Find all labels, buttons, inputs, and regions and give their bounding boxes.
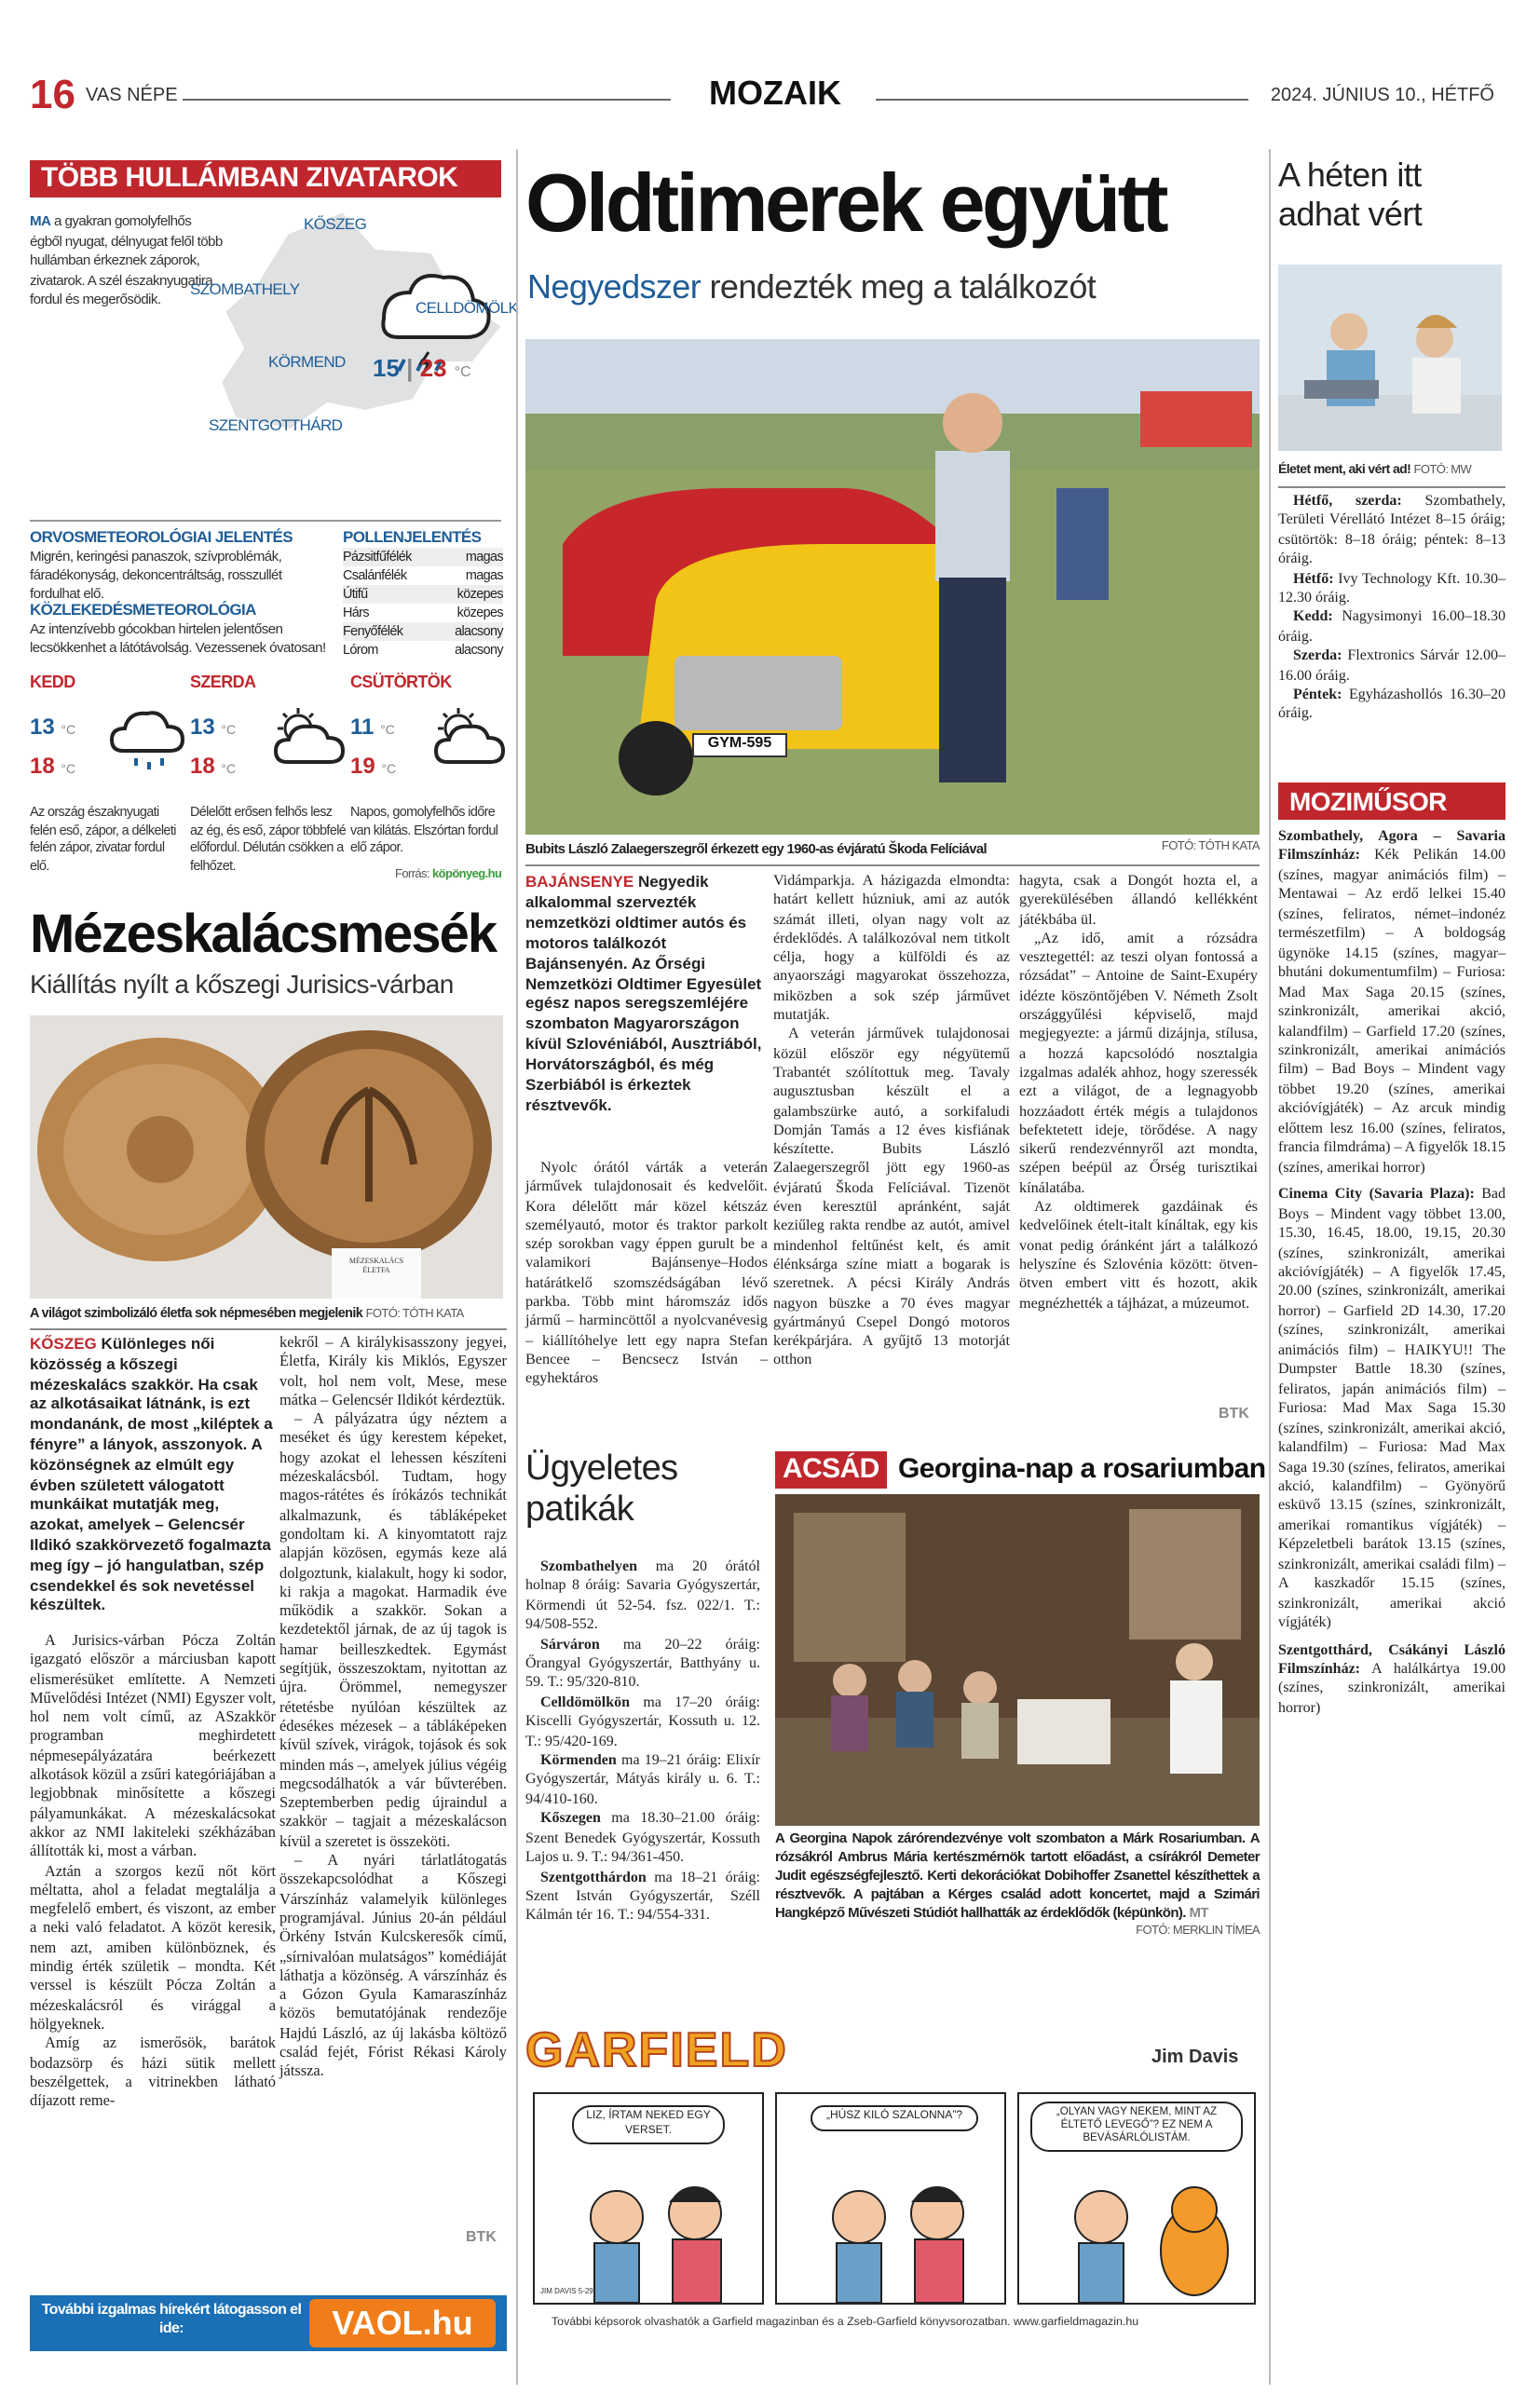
pollen-title: POLLENJELENTÉS (343, 527, 482, 546)
patikak-list (525, 1558, 760, 1925)
city-celldomolk: CELLDÖMÖLK (416, 298, 519, 317)
kopenyeg-logo: köpönyeg.hu (432, 868, 502, 881)
kozl-title: KÖZLEKEDÉSMETEOROLÓGIA (30, 600, 256, 619)
city-koszeg: KŐSZEG (304, 214, 367, 233)
garfield-panel-1 (533, 2092, 764, 2305)
mezes-col2-body: kekről – A királykisasszony jegyei, Életfa, Király kis Miklós, Egyszer volt, hol nem volt, Mese, mese mátka – Gelencsér Ildikót kérdeztük. – A pályázatra úgy néztem a meséket és úgy kerestem képeket, hogy azokat el lehessen készíteni mézeskalácsból. Tudtam, hogy magos-rátétes és írókázós technikát alkalmazunk, és tábláképeket gondoltam ki. A kinyomtatott rajz alapján közösen, egymás keze alá dolgoztunk, kialakult, hogy ki sodor, ki rakja a magokat. Harmadik éve működik a szakkör. Sokan a kezdetektől járnak, de az új tagok is hamar beilleszkedtek. Egymást segítjük, összeszoktam, nyitottan az újra. Örömmel, nemegyszer rétetésbe nyúlóan készültek az édesékes mézesek – a tábláképeken kívül szívek, virágok, tojások és sok minden más –, amelyek július végéig megcsodálhatók a vár bűvterében. Szeptemberben pedig újraindul a szakkör – tagjait a mézeskalácson kívül a szeretet is összeköti. – A nyári tárlatlátogatás összekapcsolódhat a Kőszegi Várszínház valamelyik különleges programjával. Június 20-án például Örkény István Kulcskeresők című, „sírnivalóan mulatságos” komédiáját láthatja a közönség. A várszínház és a Gózon Gyula Kamaraszínház közös bemutatójának rendezője Hajdú László, az új lakásba költöző család fejét, Fórist Rékasi Károly játssza. (279, 1334, 507, 2080)
acsad-caption: A Georgina Napok zárórendezvénye volt szombaton a Márk Rosariumban. A rózsákról Ambrus Mária kertészmérnök tartott előadást, a csírákról Demeter Judit egészségfejlesztő. Kerti dekorációkat Dobihoffer Zsanettel készíthettek a résztvevők. A pajtában a Kérges család adott koncertet, majd a Szimári Hangképző Művészeti Stúdiót hallhatták az érdeklődők (képünkön). MT FOTÓ: MERKLIN TÍMEA (775, 1830, 1260, 1938)
weather-divider (30, 520, 501, 522)
pollen-row: Hárs közepes (343, 604, 503, 620)
orvos-text: Migrén, keringési panaszok, szívproblémák, fáradékonyság, dekoncentráltság, rosszullét fordulhat elő. (30, 548, 282, 602)
pharmacy-item: Kőszegen ma 18.30–21.00 óráig: Szent Benedek Gyógyszertár, Kossuth Lajos u. 9. T.: 94/361-450. (525, 1809, 760, 1866)
pollen-row: Útifű közepes (343, 585, 503, 602)
city-szentgotthard: SZENTGOTTHÁRD (209, 415, 343, 434)
weather-title: TÖBB HULLÁMBAN ZIVATAROK (30, 160, 501, 197)
section-title: MOZAIK (709, 75, 841, 112)
gingerbread-plaque: MÉZESKALÁCS ÉLETFA (348, 1256, 404, 1274)
rule (1278, 486, 1506, 488)
garfield-panel-3 (1017, 2092, 1256, 2305)
vaol-text: További izgalmas hírekért látogasson el ide: (41, 2301, 302, 2336)
speech-bubble: LIZ, ÍRTAM NEKED EGY VERSET. (572, 2105, 725, 2144)
pollen-row: Csalánfélék magas (343, 566, 503, 583)
garfield-panel-2 (775, 2092, 1006, 2305)
blood-list (1278, 492, 1506, 725)
blood-title: A héten itt adhat vért (1278, 156, 1423, 233)
garfield-sign: JIM DAVIS 5-29 (540, 2286, 593, 2295)
paper-name: VAS NÉPE (86, 86, 178, 106)
pollen-row: Lórom alacsony (343, 641, 503, 658)
garfield-author: Jim Davis (1151, 2047, 1239, 2068)
mezes-signature: BTK (466, 2228, 497, 2245)
plate: GYM-595 (707, 734, 772, 751)
sun-cloud-icon (268, 706, 350, 773)
weather-today-text: MA a gyakran gomolyfelhős égből nyugat, délnyugat felől több hullámban érkeznek záporok, zivatarok. A szél északnyugatira fordul és megerősödik. (30, 212, 223, 307)
speech-bubble: „HÚSZ KILÓ SZALONNA”? (811, 2105, 978, 2130)
garfield-logo: GARFIELD (525, 2021, 788, 2077)
header-date: 2024. JÚNIUS 10., HÉTFŐ (1270, 86, 1494, 106)
oldtimer-subtitle: Negyedszer rendezték meg a találkozót (527, 268, 1097, 306)
pharmacy-item: Sárváron ma 20–22 óráig: Őrangyal Gyógyszertár, Batthyány u. 59. T.: 95/320-810. (525, 1635, 760, 1691)
mezes-title: Mézeskalácsmesék (30, 905, 497, 965)
pharmacy-item: Szentgotthárdon ma 18–21 óráig: Szent István Gyógyszertár, Széll Kálmán tér 16. T.: 94/554-331. (525, 1868, 760, 1924)
blood-caption: Életet ment, aki vért ad! FOTÓ: MW (1278, 464, 1472, 477)
header-rule-right (876, 99, 1248, 101)
kozl-text: Az intenzívebb gócokban hirtelen jelentősen lecsökkenhet a látótávolság. Vezessenek óvatosan! (30, 620, 326, 656)
speech-bubble: „OLYAN VAGY NEKEM, MINT AZ ÉLTETŐ LEVEGŐ”? EZ NEM A BEVÁSÁRLÓLISTÁM. (1030, 2102, 1243, 2152)
mozi-list (1278, 827, 1506, 1719)
vaol-logo[interactable]: VAOL.hu (309, 2299, 496, 2347)
rule (30, 1328, 507, 1330)
mozi-title: MOZIMŰSOR (1278, 782, 1506, 820)
column-divider (1269, 149, 1271, 2385)
page-number: 16 (30, 71, 75, 117)
forecast-source: Forrás: köpönyeg.hu (395, 868, 502, 881)
sun-cloud-icon (429, 706, 511, 773)
forecast-day: KEDD 13 °C 18 °C Az ország északnyugati felén eső, zápor, a délkeleti felén zápor, zivatar fordul elő. (30, 673, 186, 691)
vaol-banner[interactable] (30, 2295, 507, 2351)
column-divider (516, 149, 518, 2385)
forecast-day: SZERDA 13 °C 18 °C Délelőtt erősen felhős lesz az ég, és eső, zápor többfelé előfordul. Délután csökken a felhőzet. (190, 673, 347, 691)
pharmacy-item: Szombathelyen ma 20 órától holnap 8 óráig: Savaria Gyógyszertár, Körmendi út 52-54. fsz. 022/1. T.: 94/508-552. (525, 1558, 760, 1633)
rain-cloud-icon (108, 706, 190, 773)
today-temps: 15 | 23 °C (373, 354, 471, 382)
oldtimer-signature: BTK (1219, 1405, 1249, 1422)
pharmacy-item: Körmenden ma 19–21 óráig: Elixír Gyógyszertár, Mátyás király u. 6. T.: 94/410-160. (525, 1751, 760, 1807)
cinema-entry: Cinema City (Savaria Plaza): Bad Boys – Mindent vagy többet 13.00, 15.30, 16.45, 18.00, 19.15, 20.30 (színes, szinkronizált, amerikai akcióvígjáték) – A figyelők 17.45, 20.00 (színes, szinkronizált, amerikai horror) – Garfield 2D 14.30, 17.20 (színes, szinkronizált, amerikai animációs film) – HAIKYU!! The Dumpster Battle 18.30 (színes, feliratos, japán animációs film) – Furiosa: Mad Max Saga 15.30 (színes, szinkronizált, amerikai akció, kalandfilm) – Furiosa: Mad Max Saga 19.30 (színes, feliratos, amerikai akció, kalandfilm) – Gyönyörű esküvő 13.15 (színes, szinkronizált, amerikai romantikus vígjáték) – Képzeletbeli barátok 13.15 (színes, szinkronizált, amerikai családi film) – A kaszkadőr 15.15 (színes, szinkronizált, amerikai akció vígjáték) (1278, 1185, 1506, 1631)
pollen-row: Pázsitfűfélék magas (343, 548, 503, 565)
acsad-tag: ACSÁD (775, 1451, 887, 1489)
blood-item: Hétfő, szerda: Szombathely, Területi Vérellátó Intézet 8–15 óráig; csütörtök: 8–18 óráig; péntek: 8–13 óráig. (1278, 492, 1506, 567)
oldtimer-lead: BAJÁNSENYE Negyedik alkalommal szervezték nemzetközi oldtimer autós és motoros találkozót Bajánsenyén. Az Őrségi Nemzetközi Oldtimer Egyesület egész napos seregszemléjére szombaton Magyarországon kívül Szlovéniából, Ausztriából, Horvátországból, és még Szerbiából is érkeztek résztvevők. (525, 872, 762, 1114)
mezes-caption: A világot szimbolizáló életfa sok népmesében megjelenik FOTÓ: TÓTH KATA (30, 1304, 464, 1321)
mezes-subtitle: Kiállítás nyílt a kőszegi Jurisics-várban (30, 969, 454, 999)
oldtimer-col3-body: hagyta, csak a Dongót hozta el, a gyerekülésében állandó kellékként játékbába ül. „Az idő, amit a rózsádra vesztegettél: az teszi olyan fontossá a rózsádat” – Antoine de Saint-Exupéry idézte köszöntőjében V. Németh Zsolt országgyűlési képviselő, majd megjegyezte: a jármű dizájnja, stílusa, a hozzá kapcsolódó nosztalgia izgalmas adalék ahhoz, hogy szeressék ezt a világot, de a legnagyobb hozzáadott érték mégis a tulajdonos befektetett ideje, törődése. A nagy sikerű rendezvénnyről azt mondta, szépen beépül az Őrség turisztikai kínálatába. Az oldtimerek gazdáinak és kedvelőinek ételt-italt kínáltak, egy kis vonat pedig óránként járt a találkozó helyszíne és Szlovénia között: ötven-ötven embert vitt és hozott, akik megnézhették a tájházat, a múzeumot. (1019, 872, 1258, 1312)
oldtimer-col1-body: Nyolc órától várták a veterán járművek tulajdonosait és kedvelőit. Kora délelőtt már közel kétszáz személyautó, motor és traktor parkolt szép sorokban vagy éppen gurult be a valamikori Bajánsenye–Hodos határátkelő szomszédságában lévő parkba. Több mint háromszáz idős jármű – harmincöttől a nyolcvanévesig – kiállítóhelye lett egy napra Stefan Bencee – Bencsecz István – egyhektáros (525, 1159, 768, 1387)
blood-item: Hétfő: Ivy Technology Kft. 10.30–12.30 óráig. (1278, 569, 1506, 606)
oldtimer-caption: Bubits László Zalaegerszegről érkezett egy 1960-as évjáratú Škoda Felíciával FOTÓ: TÓTH KATA (525, 840, 1260, 857)
acsad-photo (775, 1494, 1260, 1826)
pollen-table (343, 548, 503, 660)
city-szombathely: SZOMBATHELY (190, 279, 300, 298)
forecast-day: CSÜTÖRTÖK 11 °C 19 °C Napos, gomolyfelhős időre van kilátás. Elszórtan fordul elő zápor. (350, 673, 507, 691)
blood-item: Szerda: Flextronics Sárvár 12.00–16.00 óráig. (1278, 646, 1506, 684)
gingerbread-photo (30, 1015, 503, 1299)
today-min: 15 (373, 354, 400, 382)
blood-photo (1278, 265, 1502, 451)
acsad-title: Georgina-nap a rosariumban (898, 1453, 1266, 1485)
patikak-title: Ügyeletes patikák (525, 1449, 678, 1530)
oldtimer-title: Oldtimerek együtt (525, 158, 1165, 250)
oldtimer-col2-body: Vidámparkja. A házigazda elmondta: határt kellett húzniuk, ami az autók számát illeti, olyan nagy volt az érdeklődés. A találkozóval nem titkolt célja, hogy a külföldi és az anyaországi magyarokat összehozza, miközben a sok szép járművet mutatják. A veterán járművek tulajdonosai közül először egy négyütemű Trabantét szólítottuk meg. Tavaly augusztusban készült el a galambszürke autó, a sorkifaludi Domján Tamás a 12 éves kisfiának készítette. Bubits László Zalaegerszegről jött egy 1960-as évjáratú Škoda Felíciával. Tizenöt éven keresztül apránként, saját keziűleg rakta rendbe az autót, amivel mindenhol feltűnést kelt, és amit élénksárga színe miatt a bogarak is szeretnek. A pécsi Király András nagyon büszke a 70 éves magyar gyártmányú Csepel Dongó motoros kerékpárjára. A gyűjtő 13 motorját otthon (773, 872, 1010, 1368)
header-rule-left (183, 99, 671, 101)
rule (525, 864, 1260, 866)
blood-item: Péntek: Egyházashollós 16.30–20 óráig. (1278, 686, 1506, 722)
garfield-footer: További képsorok olvashatók a Garfield magazinban és a Zseb-Garfield könyvsorozatban. www.garfieldmagazin.hu (552, 2316, 1139, 2329)
city-kormend: KÖRMEND (268, 352, 346, 371)
cinema-entry: Szentgotthárd, Csákányi László Filmszínház: A halálkártya 19.00 (színes, szinkronizált, amerikai horror) (1278, 1640, 1506, 1716)
garfield-strip (525, 2021, 1260, 2338)
pharmacy-item: Celldömölkön ma 17–20 óráig: Kiscelli Gyógyszertár, Kossuth u. 12. T.: 95/420-169. (525, 1693, 760, 1749)
mezes-col1-body: A Jurisics-várban Pócza Zoltán igazgató először a márciusban kapott elismerésüket említette. A Nemzeti Művelődési Intézet (NMI) Egyszer volt, hol nem volt című, az ASzakkör programban meghirdetett népmesepályázatára beérkezett alkotások közül a zsűri kategóriájában a legjobbnak minősítette a kőszegi pályamunkákat. A mézeskalácsokat akkor az NMI lakiteleki székházában állították ki, most a várban. Aztán a szorgos kezű nőt kört méltatta, ahol a feladat megtalálja a megfelelő embert, és viszont, az ember a neki való feladatot. A közöt keresik, nem azt, amiben különböznek, és mindig érték születik – mondta. Két verssel is készült Pócza Zoltán a mézeskalácsról és virággal a hölgyeknek. Amíg az ismerősök, barátok bodazsörp és házi sütik mellett beszélgettek, a vitrinekben látható díjazott reme- (30, 1632, 276, 2110)
mezes-lead: KŐSZEG Különleges női közösség a kőszegi mézeskalács szakkör. Ha csak az alkotásaikat látnánk, is ezt mondanánk, de most „kiléptek a fényre” a lányok, asszonyok. A közönségnek az elmúlt egy évben született válogatott munkáikat mutatják meg, azokat, amelyek – Gelencsér Ildikó szakkörvezető fogalmazta meg így – jó hangulatban, szép csendekkel és sok nevetéssel készültek. (30, 1334, 273, 1614)
cinema-entry: Szombathely, Agora – Savaria Filmszínház: Kék Pelikán 14.00 (színes, magyar animációs film) – Mentawai – Az erdő lelkei 15.40 (színes, feliratos, német–indonéz természetfilm) – A boldogság ügynöke 14.15 (színes, magyar–bhutáni dokumentumfilm) – Furiosa: Mad Max Saga 20.15 (színes, szinkronizált, amerikai akció, kalandfilm) – Garfield 17.20 (színes, szinkronizált, amerikai animációs film) – Bad Boys – Mindent vagy többet 19.20 (színes, amerikai akcióvígjáték) – Az arcuk mindig előttem lesz 16.00 (színes, feliratos, francia filmdráma) – A figyelők 18.15 (színes, amerikai horror) (1278, 827, 1506, 1176)
orvos-title: ORVOSMETEOROLÓGIAI JELENTÉS (30, 527, 293, 546)
pollen-row: Fenyőfélék alacsony (343, 622, 503, 639)
today-max: 23 (419, 354, 447, 382)
oldtimer-photo (525, 339, 1260, 835)
blood-item: Kedd: Nagysimonyi 16.00–18.30 óráig. (1278, 607, 1506, 645)
